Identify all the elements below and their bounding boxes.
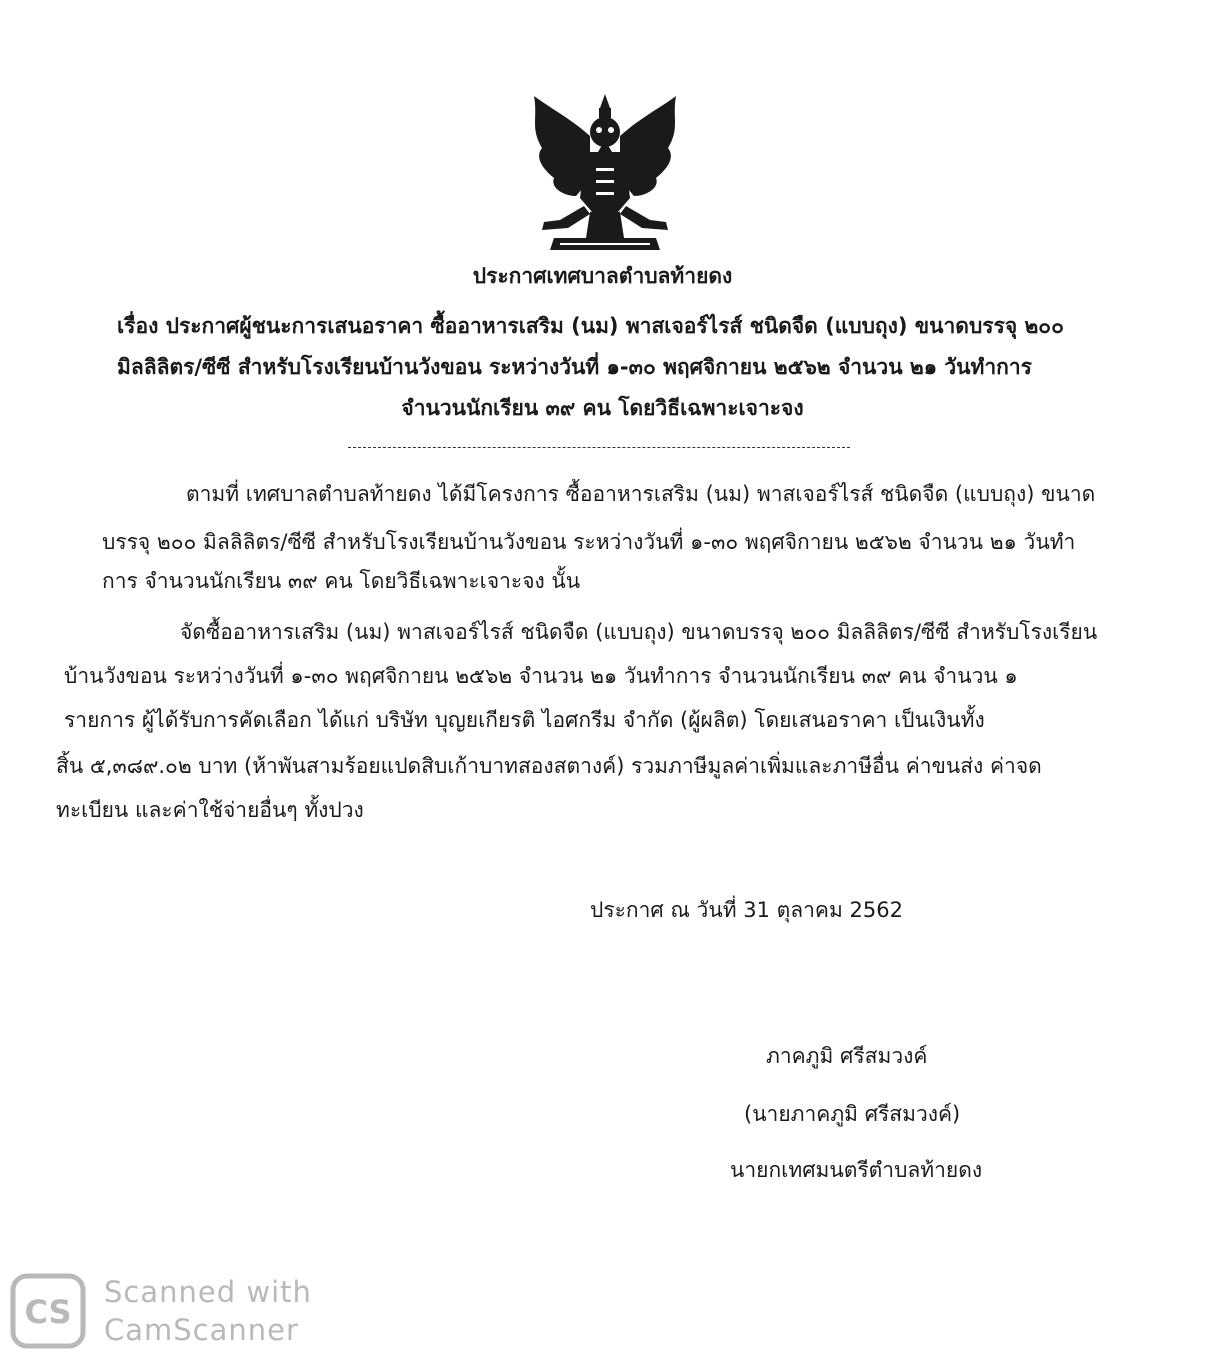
watermark-line-2: CamScanner	[104, 1313, 299, 1347]
paragraph2-line-1: จัดซื้ออาหารเสริม (นม) พาสเจอร์ไรส์ ชนิดจืด (แบบถุง) ขนาดบรรจุ ๒๐๐ มิลลิลิตร/ซีซี สำหรับโรงเรียน	[180, 620, 1098, 644]
divider-line	[348, 447, 850, 448]
camscanner-logo-icon	[10, 1273, 86, 1349]
announcement-title: ประกาศเทศบาลตำบลท้ายดง	[472, 264, 733, 288]
subject-line-3: จำนวนนักเรียน ๓๙ คน โดยวิธีเฉพาะเจาะจง	[401, 396, 804, 420]
signatory-position: นายกเทศมนตรีตำบลท้ายดง	[730, 1158, 983, 1182]
watermark-line-1: Scanned with	[104, 1275, 312, 1309]
subject-line-1: เรื่อง ประกาศผู้ชนะการเสนอราคา ซื้ออาหารเสริม (นม) พาสเจอร์ไรส์ ชนิดจืด (แบบถุง) ขนาดบรรจุ ๒๐๐	[117, 314, 1064, 338]
paragraph1-line-3: การ จำนวนนักเรียน ๓๙ คน โดยวิธีเฉพาะเจาะจง นั้น	[102, 569, 581, 593]
paragraph2-line-2: บ้านวังขอน ระหว่างวันที่ ๑-๓๐ พฤศจิกายน ๒๕๖๒ จำนวน ๒๑ วันทำการ จำนวนนักเรียน ๓๙ คน จำนวน ๑	[64, 664, 1018, 688]
signatory-full-name: (นายภาคภูมิ ศรีสมวงค์)	[744, 1102, 961, 1126]
paragraph2-line-3: รายการ ผู้ได้รับการคัดเลือก ได้แก่ บริษัท บุญยเกียรติ ไอศกรีม จำกัด (ผู้ผลิต) โดยเสนอราคา เป็นเงินทั้ง	[64, 708, 985, 732]
signature-name: ภาคภูมิ ศรีสมวงค์	[766, 1044, 928, 1068]
paragraph1-line-2: บรรจุ ๒๐๐ มิลลิลิตร/ซีซี สำหรับโรงเรียนบ้านวังขอน ระหว่างวันที่ ๑-๓๐ พฤศจิกายน ๒๕๖๒ จำนวน ๒๑ วันทำ	[102, 530, 1076, 554]
paragraph1-line-1: ตามที่ เทศบาลตำบลท้ายดง ได้มีโครงการ ซื้ออาหารเสริม (นม) พาสเจอร์ไรส์ ชนิดจืด (แบบถุง) ขนาด	[186, 482, 1096, 506]
subject-line-2: มิลลิลิตร/ซีซี สำหรับโรงเรียนบ้านวังขอน ระหว่างวันที่ ๑-๓๐ พฤศจิกายน ๒๕๖๒ จำนวน ๒๑ วันทำการ	[117, 355, 1032, 379]
garuda-emblem	[520, 88, 690, 260]
paragraph2-line-4: สิ้น ๕,๓๘๙.๐๒ บาท (ห้าพันสามร้อยแปดสิบเก้าบาทสองสตางค์) รวมภาษีมูลค่าเพิ่มและภาษีอื่น ค่าขนส่ง ค่าจด	[56, 754, 1042, 778]
paragraph2-line-5: ทะเบียน และค่าใช้จ่ายอื่นๆ ทั้งปวง	[56, 798, 364, 822]
announce-date: ประกาศ ณ วันที่ 31 ตุลาคม 2562	[590, 898, 903, 922]
svg-text:CS: CS	[24, 1293, 72, 1331]
